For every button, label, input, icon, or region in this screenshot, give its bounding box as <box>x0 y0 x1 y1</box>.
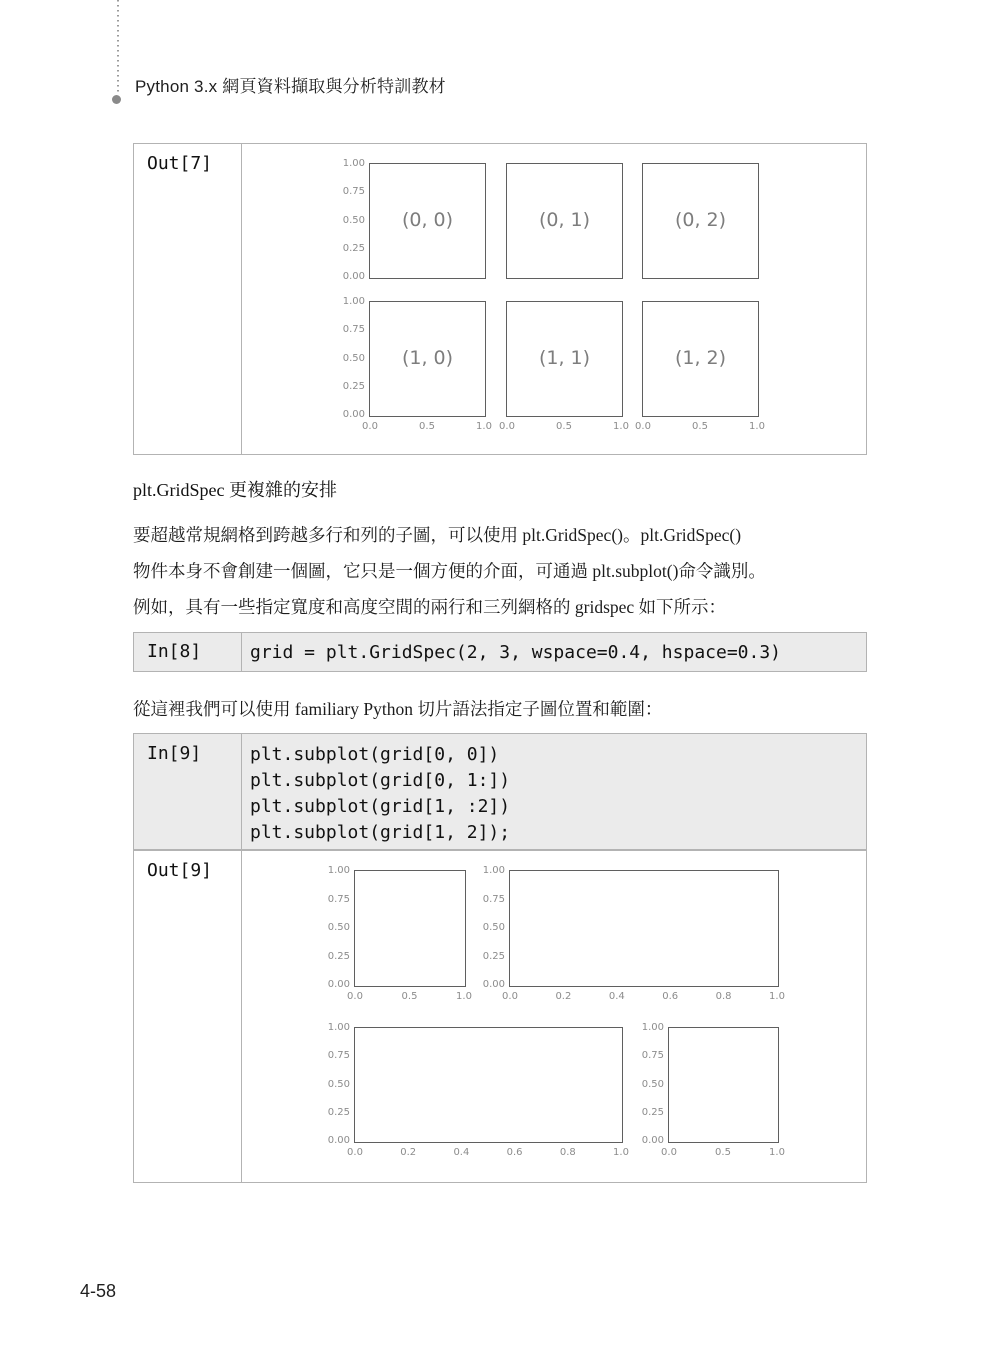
axis-tick-label: 0.00 <box>482 979 505 990</box>
axis-tick-label: 0.50 <box>327 1078 350 1090</box>
axis-tick-label: 0.25 <box>342 380 365 392</box>
subplot-axes <box>342 296 492 432</box>
axis-tick-label: 0.5 <box>419 421 435 432</box>
axis-tick-label: 0.4 <box>453 1147 470 1158</box>
subplot-axes <box>641 1022 785 1158</box>
paragraph-line: 物件本身不會創建一個圖，它只是一個方便的介面，可通過 plt.subplot()命令識別。 <box>133 561 766 581</box>
subplot-axes <box>642 163 759 279</box>
axis-tick-label: 0.5 <box>715 1147 731 1158</box>
axis-tick-label: 0.0 <box>362 421 378 432</box>
axis-tick-label: 0.5 <box>401 991 418 1002</box>
code-line: plt.subplot(grid[1, 2]); <box>250 822 511 843</box>
subplot-label: (0, 0) <box>401 209 454 232</box>
axis-tick-label: 0.25 <box>327 1106 350 1118</box>
axis-tick-label: 0.0 <box>502 991 518 1002</box>
axis-tick-label: 0.75 <box>342 186 365 198</box>
axis-tick-label: 1.0 <box>476 421 492 432</box>
axis-tick-label: 0.2 <box>555 991 572 1002</box>
output-cell-out9 <box>133 850 867 1183</box>
axis-tick-label: 1.0 <box>613 421 629 432</box>
axis-tick-label: 0.50 <box>327 922 350 933</box>
decor-dot <box>112 95 121 104</box>
axis-tick-label: 1.00 <box>641 1022 664 1033</box>
axis-tick-label: 0.2 <box>400 1147 417 1158</box>
code-line: plt.subplot(grid[0, 0]) <box>250 744 500 765</box>
axis-tick-label: 1.00 <box>342 296 365 307</box>
axis-tick-label: 0.00 <box>342 409 365 420</box>
axis-tick-label: 0.5 <box>556 421 572 432</box>
axis-tick-label: 0.00 <box>327 979 350 990</box>
decor-dotted-line <box>117 0 119 92</box>
cell-label-column <box>134 734 242 849</box>
code-line: grid = plt.GridSpec(2, 3, wspace=0.4, hspace=0.3) <box>250 642 782 663</box>
figure-out9 <box>134 851 866 1182</box>
axis-tick-label: 0.8 <box>559 1147 576 1158</box>
axis-tick-label: 1.00 <box>482 865 505 876</box>
axis-tick-label: 1.0 <box>613 1147 629 1158</box>
axis-tick-label: 0.50 <box>641 1078 664 1090</box>
axis-tick-label: 0.5 <box>692 421 708 432</box>
subplot-axes <box>327 1022 629 1158</box>
axis-tick-label: 0.0 <box>499 421 515 432</box>
axis-tick-label: 0.0 <box>635 421 651 432</box>
subplot-axes <box>506 163 623 279</box>
code-area <box>250 742 862 846</box>
axis-tick-label: 0.25 <box>641 1106 664 1118</box>
axis-tick-label: 1.0 <box>456 991 472 1002</box>
axis-tick-label: 1.0 <box>769 991 785 1002</box>
subplot-axes <box>635 301 765 432</box>
axis-tick-label: 0.50 <box>342 352 365 364</box>
cell-label: In[8] <box>147 641 202 662</box>
cell-label: Out[9] <box>147 860 213 881</box>
axis-tick-label: 0.0 <box>347 991 363 1002</box>
code-cell-in9 <box>133 733 867 850</box>
subplot-axes <box>327 865 472 1002</box>
axis-tick-label: 0.8 <box>715 991 732 1002</box>
axis-tick-label: 1.00 <box>327 1022 350 1033</box>
axis-tick-label: 0.75 <box>327 1050 350 1062</box>
code-area <box>250 640 862 666</box>
paragraph: 從這裡我們可以使用 familiary Python 切片語法指定子圖位置和範圍： <box>133 699 663 719</box>
axis-tick-label: 0.25 <box>327 950 350 962</box>
axis-tick-label: 0.25 <box>482 950 505 962</box>
subplot-axes <box>499 301 629 432</box>
axis-tick-label: 0.50 <box>342 214 365 226</box>
axis-tick-label: 0.0 <box>661 1147 677 1158</box>
axis-tick-label: 0.25 <box>342 242 365 254</box>
axis-tick-label: 0.00 <box>342 271 365 282</box>
cell-label-column <box>134 633 242 671</box>
axis-tick-label: 0.75 <box>482 893 505 905</box>
code-cell-in8 <box>133 632 867 672</box>
axis-tick-label: 0.6 <box>506 1147 523 1158</box>
axis-tick-label: 1.00 <box>342 158 365 169</box>
output-cell-out7 <box>133 143 867 455</box>
code-line: plt.subplot(grid[0, 1:]) <box>250 770 511 791</box>
page-header: Python 3.x 網頁資料擷取與分析特訓教材 <box>135 77 446 96</box>
subplot-label: (1, 0) <box>401 347 454 370</box>
figure-out7 <box>134 144 866 454</box>
axis-tick-label: 0.50 <box>482 922 505 933</box>
axis-tick-label: 0.0 <box>347 1147 363 1158</box>
subplot-label: (1, 1) <box>538 347 591 370</box>
axis-tick-label: 0.75 <box>342 324 365 336</box>
cell-label: In[9] <box>147 743 202 764</box>
subplot-label: (0, 1) <box>538 209 591 232</box>
subplot-label: (1, 2) <box>674 347 727 370</box>
axis-tick-label: 0.4 <box>608 991 625 1002</box>
paragraph-line: 例如，具有一些指定寬度和高度空間的兩行和三列網格的 gridspec 如下所示： <box>133 597 727 617</box>
code-line: plt.subplot(grid[1, :2]) <box>250 796 511 817</box>
axis-tick-label: 0.6 <box>662 991 679 1002</box>
cell-label: Out[7] <box>147 153 213 174</box>
axis-tick-label: 1.00 <box>327 865 350 876</box>
subplot-axes <box>342 158 486 282</box>
paragraph-line: 要超越常規網格到跨越多行和列的子圖，可以使用 plt.GridSpec()。plt.GridSpec() <box>133 525 742 545</box>
axis-tick-label: 0.75 <box>327 893 350 905</box>
paragraph <box>133 517 878 625</box>
subplot-label: (0, 2) <box>674 209 727 232</box>
axis-tick-label: 0.00 <box>327 1135 350 1146</box>
section-heading: plt.GridSpec 更複雜的安排 <box>133 480 337 500</box>
subplot-axes <box>482 865 785 1002</box>
axis-tick-label: 0.00 <box>641 1135 664 1146</box>
axis-tick-label: 1.0 <box>769 1147 785 1158</box>
axis-tick-label: 0.75 <box>641 1050 664 1062</box>
axis-tick-label: 1.0 <box>749 421 765 432</box>
footer-page-number: 4-58 <box>80 1281 117 1301</box>
